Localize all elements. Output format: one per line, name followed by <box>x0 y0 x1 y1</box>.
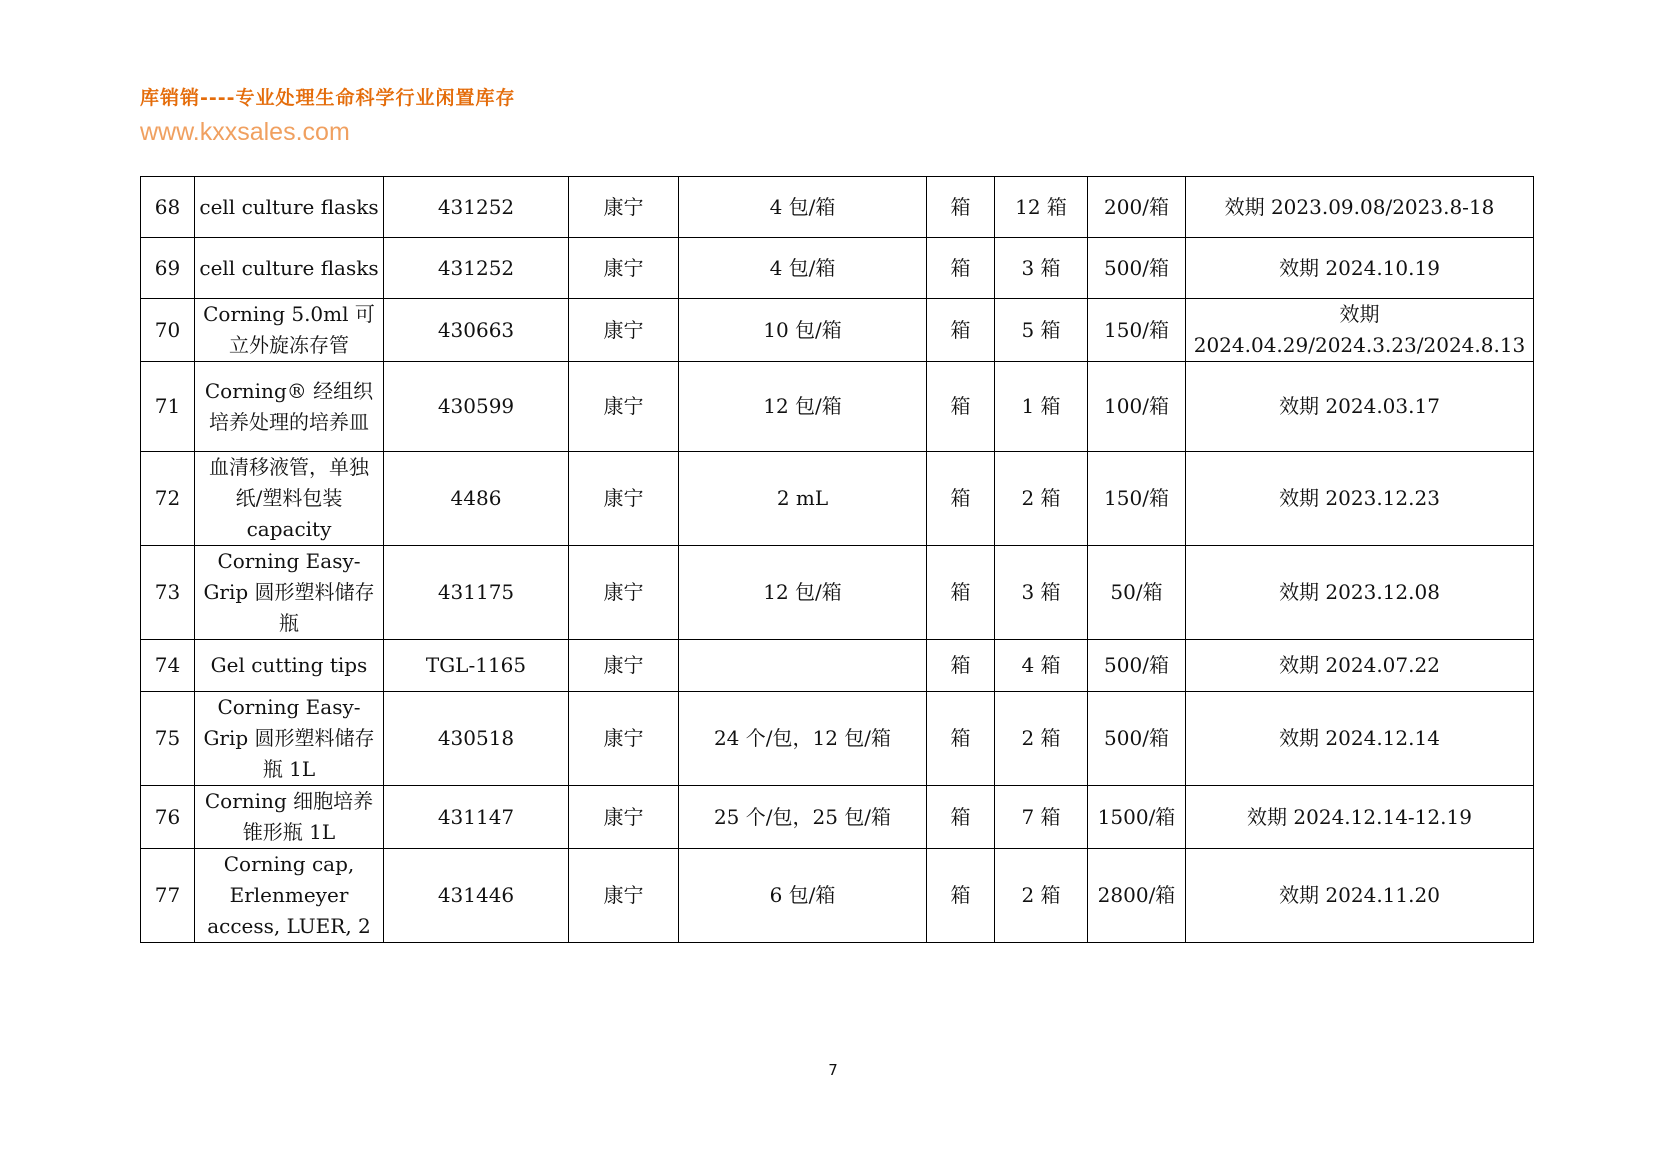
cell-price: 500/箱 <box>1088 238 1186 299</box>
cell-brand: 康宁 <box>569 546 679 640</box>
cell-brand: 康宁 <box>569 299 679 362</box>
cell-brand: 康宁 <box>569 786 679 849</box>
cell-row-number: 72 <box>141 452 195 546</box>
cell-price: 1500/箱 <box>1088 786 1186 849</box>
header-title: 库销销----专业处理生命科学行业闲置库存 <box>140 87 516 109</box>
cell-quantity: 2 箱 <box>995 849 1088 943</box>
cell-product-name: Corning 细胞培养锥形瓶 1L <box>195 786 384 849</box>
cell-product-code: 431175 <box>384 546 569 640</box>
cell-product-name: Corning Easy-Grip 圆形塑料储存瓶 1L <box>195 692 384 786</box>
cell-packaging-spec: 6 包/箱 <box>679 849 927 943</box>
cell-expiry-note: 效期 2024.11.20 <box>1186 849 1534 943</box>
table-row <box>141 640 1534 692</box>
cell-price: 150/箱 <box>1088 452 1186 546</box>
table-row <box>141 452 1534 546</box>
header-url: www.kxxsales.com <box>140 118 350 146</box>
cell-price: 100/箱 <box>1088 362 1186 452</box>
cell-product-name: Corning 5.0ml 可立外旋冻存管 <box>195 299 384 362</box>
cell-price: 500/箱 <box>1088 640 1186 692</box>
cell-unit: 箱 <box>927 177 995 238</box>
cell-quantity: 3 箱 <box>995 238 1088 299</box>
cell-unit: 箱 <box>927 362 995 452</box>
cell-packaging-spec: 24 个/包，12 包/箱 <box>679 692 927 786</box>
cell-product-name: 血清移液管，单独纸/塑料包装 capacity <box>195 452 384 546</box>
cell-packaging-spec: 4 包/箱 <box>679 177 927 238</box>
cell-packaging-spec: 25 个/包，25 包/箱 <box>679 786 927 849</box>
cell-product-code: 431252 <box>384 238 569 299</box>
cell-price: 50/箱 <box>1088 546 1186 640</box>
cell-brand: 康宁 <box>569 452 679 546</box>
cell-product-code: 431147 <box>384 786 569 849</box>
cell-expiry-note: 效期 2024.12.14 <box>1186 692 1534 786</box>
cell-row-number: 75 <box>141 692 195 786</box>
cell-row-number: 76 <box>141 786 195 849</box>
cell-brand: 康宁 <box>569 362 679 452</box>
cell-expiry-note: 效期 2024.12.14-12.19 <box>1186 786 1534 849</box>
cell-product-code: 431252 <box>384 177 569 238</box>
cell-product-name: Corning cap, Erlenmeyer access, LUER, 2 <box>195 849 384 943</box>
cell-quantity: 5 箱 <box>995 299 1088 362</box>
cell-product-code: TGL-1165 <box>384 640 569 692</box>
cell-product-code: 430599 <box>384 362 569 452</box>
cell-unit: 箱 <box>927 640 995 692</box>
cell-quantity: 1 箱 <box>995 362 1088 452</box>
cell-expiry-note: 效期 2024.07.22 <box>1186 640 1534 692</box>
cell-unit: 箱 <box>927 238 995 299</box>
table-row <box>141 786 1534 849</box>
table-row <box>141 299 1534 362</box>
table-row <box>141 546 1534 640</box>
cell-quantity: 2 箱 <box>995 452 1088 546</box>
cell-quantity: 7 箱 <box>995 786 1088 849</box>
cell-packaging-spec: 10 包/箱 <box>679 299 927 362</box>
cell-packaging-spec: 12 包/箱 <box>679 362 927 452</box>
cell-expiry-note: 效期 2024.10.19 <box>1186 238 1534 299</box>
inventory-table-body <box>141 177 1534 943</box>
cell-row-number: 74 <box>141 640 195 692</box>
cell-packaging-spec <box>679 640 927 692</box>
cell-row-number: 69 <box>141 238 195 299</box>
cell-product-name: cell culture flasks <box>195 177 384 238</box>
cell-row-number: 70 <box>141 299 195 362</box>
cell-packaging-spec: 12 包/箱 <box>679 546 927 640</box>
cell-packaging-spec: 2 mL <box>679 452 927 546</box>
table-row <box>141 849 1534 943</box>
cell-row-number: 68 <box>141 177 195 238</box>
table-row <box>141 362 1534 452</box>
cell-expiry-note: 效期 2024.04.29/2024.3.23/2024.8.13 <box>1186 299 1534 362</box>
cell-brand: 康宁 <box>569 238 679 299</box>
table-row <box>141 692 1534 786</box>
cell-row-number: 71 <box>141 362 195 452</box>
cell-product-code: 430663 <box>384 299 569 362</box>
cell-quantity: 4 箱 <box>995 640 1088 692</box>
cell-product-name: Corning® 经组织培养处理的培养皿 <box>195 362 384 452</box>
cell-unit: 箱 <box>927 786 995 849</box>
cell-quantity: 12 箱 <box>995 177 1088 238</box>
cell-expiry-note: 效期 2023.12.23 <box>1186 452 1534 546</box>
cell-brand: 康宁 <box>569 177 679 238</box>
cell-price: 500/箱 <box>1088 692 1186 786</box>
cell-product-name: Corning Easy-Grip 圆形塑料储存瓶 <box>195 546 384 640</box>
cell-unit: 箱 <box>927 849 995 943</box>
cell-price: 2800/箱 <box>1088 849 1186 943</box>
cell-price: 200/箱 <box>1088 177 1186 238</box>
cell-brand: 康宁 <box>569 640 679 692</box>
cell-expiry-note: 效期 2023.09.08/2023.8-18 <box>1186 177 1534 238</box>
cell-row-number: 77 <box>141 849 195 943</box>
table-row <box>141 177 1534 238</box>
table-row <box>141 238 1534 299</box>
cell-unit: 箱 <box>927 546 995 640</box>
cell-quantity: 2 箱 <box>995 692 1088 786</box>
cell-unit: 箱 <box>927 452 995 546</box>
cell-product-code: 430518 <box>384 692 569 786</box>
cell-unit: 箱 <box>927 299 995 362</box>
cell-expiry-note: 效期 2024.03.17 <box>1186 362 1534 452</box>
inventory-table <box>140 176 1534 943</box>
cell-product-name: Gel cutting tips <box>195 640 384 692</box>
page-number: 7 <box>828 1061 838 1079</box>
cell-expiry-note: 效期 2023.12.08 <box>1186 546 1534 640</box>
cell-product-code: 4486 <box>384 452 569 546</box>
cell-packaging-spec: 4 包/箱 <box>679 238 927 299</box>
cell-price: 150/箱 <box>1088 299 1186 362</box>
cell-quantity: 3 箱 <box>995 546 1088 640</box>
cell-product-code: 431446 <box>384 849 569 943</box>
cell-unit: 箱 <box>927 692 995 786</box>
cell-row-number: 73 <box>141 546 195 640</box>
cell-brand: 康宁 <box>569 849 679 943</box>
cell-brand: 康宁 <box>569 692 679 786</box>
cell-product-name: cell culture flasks <box>195 238 384 299</box>
